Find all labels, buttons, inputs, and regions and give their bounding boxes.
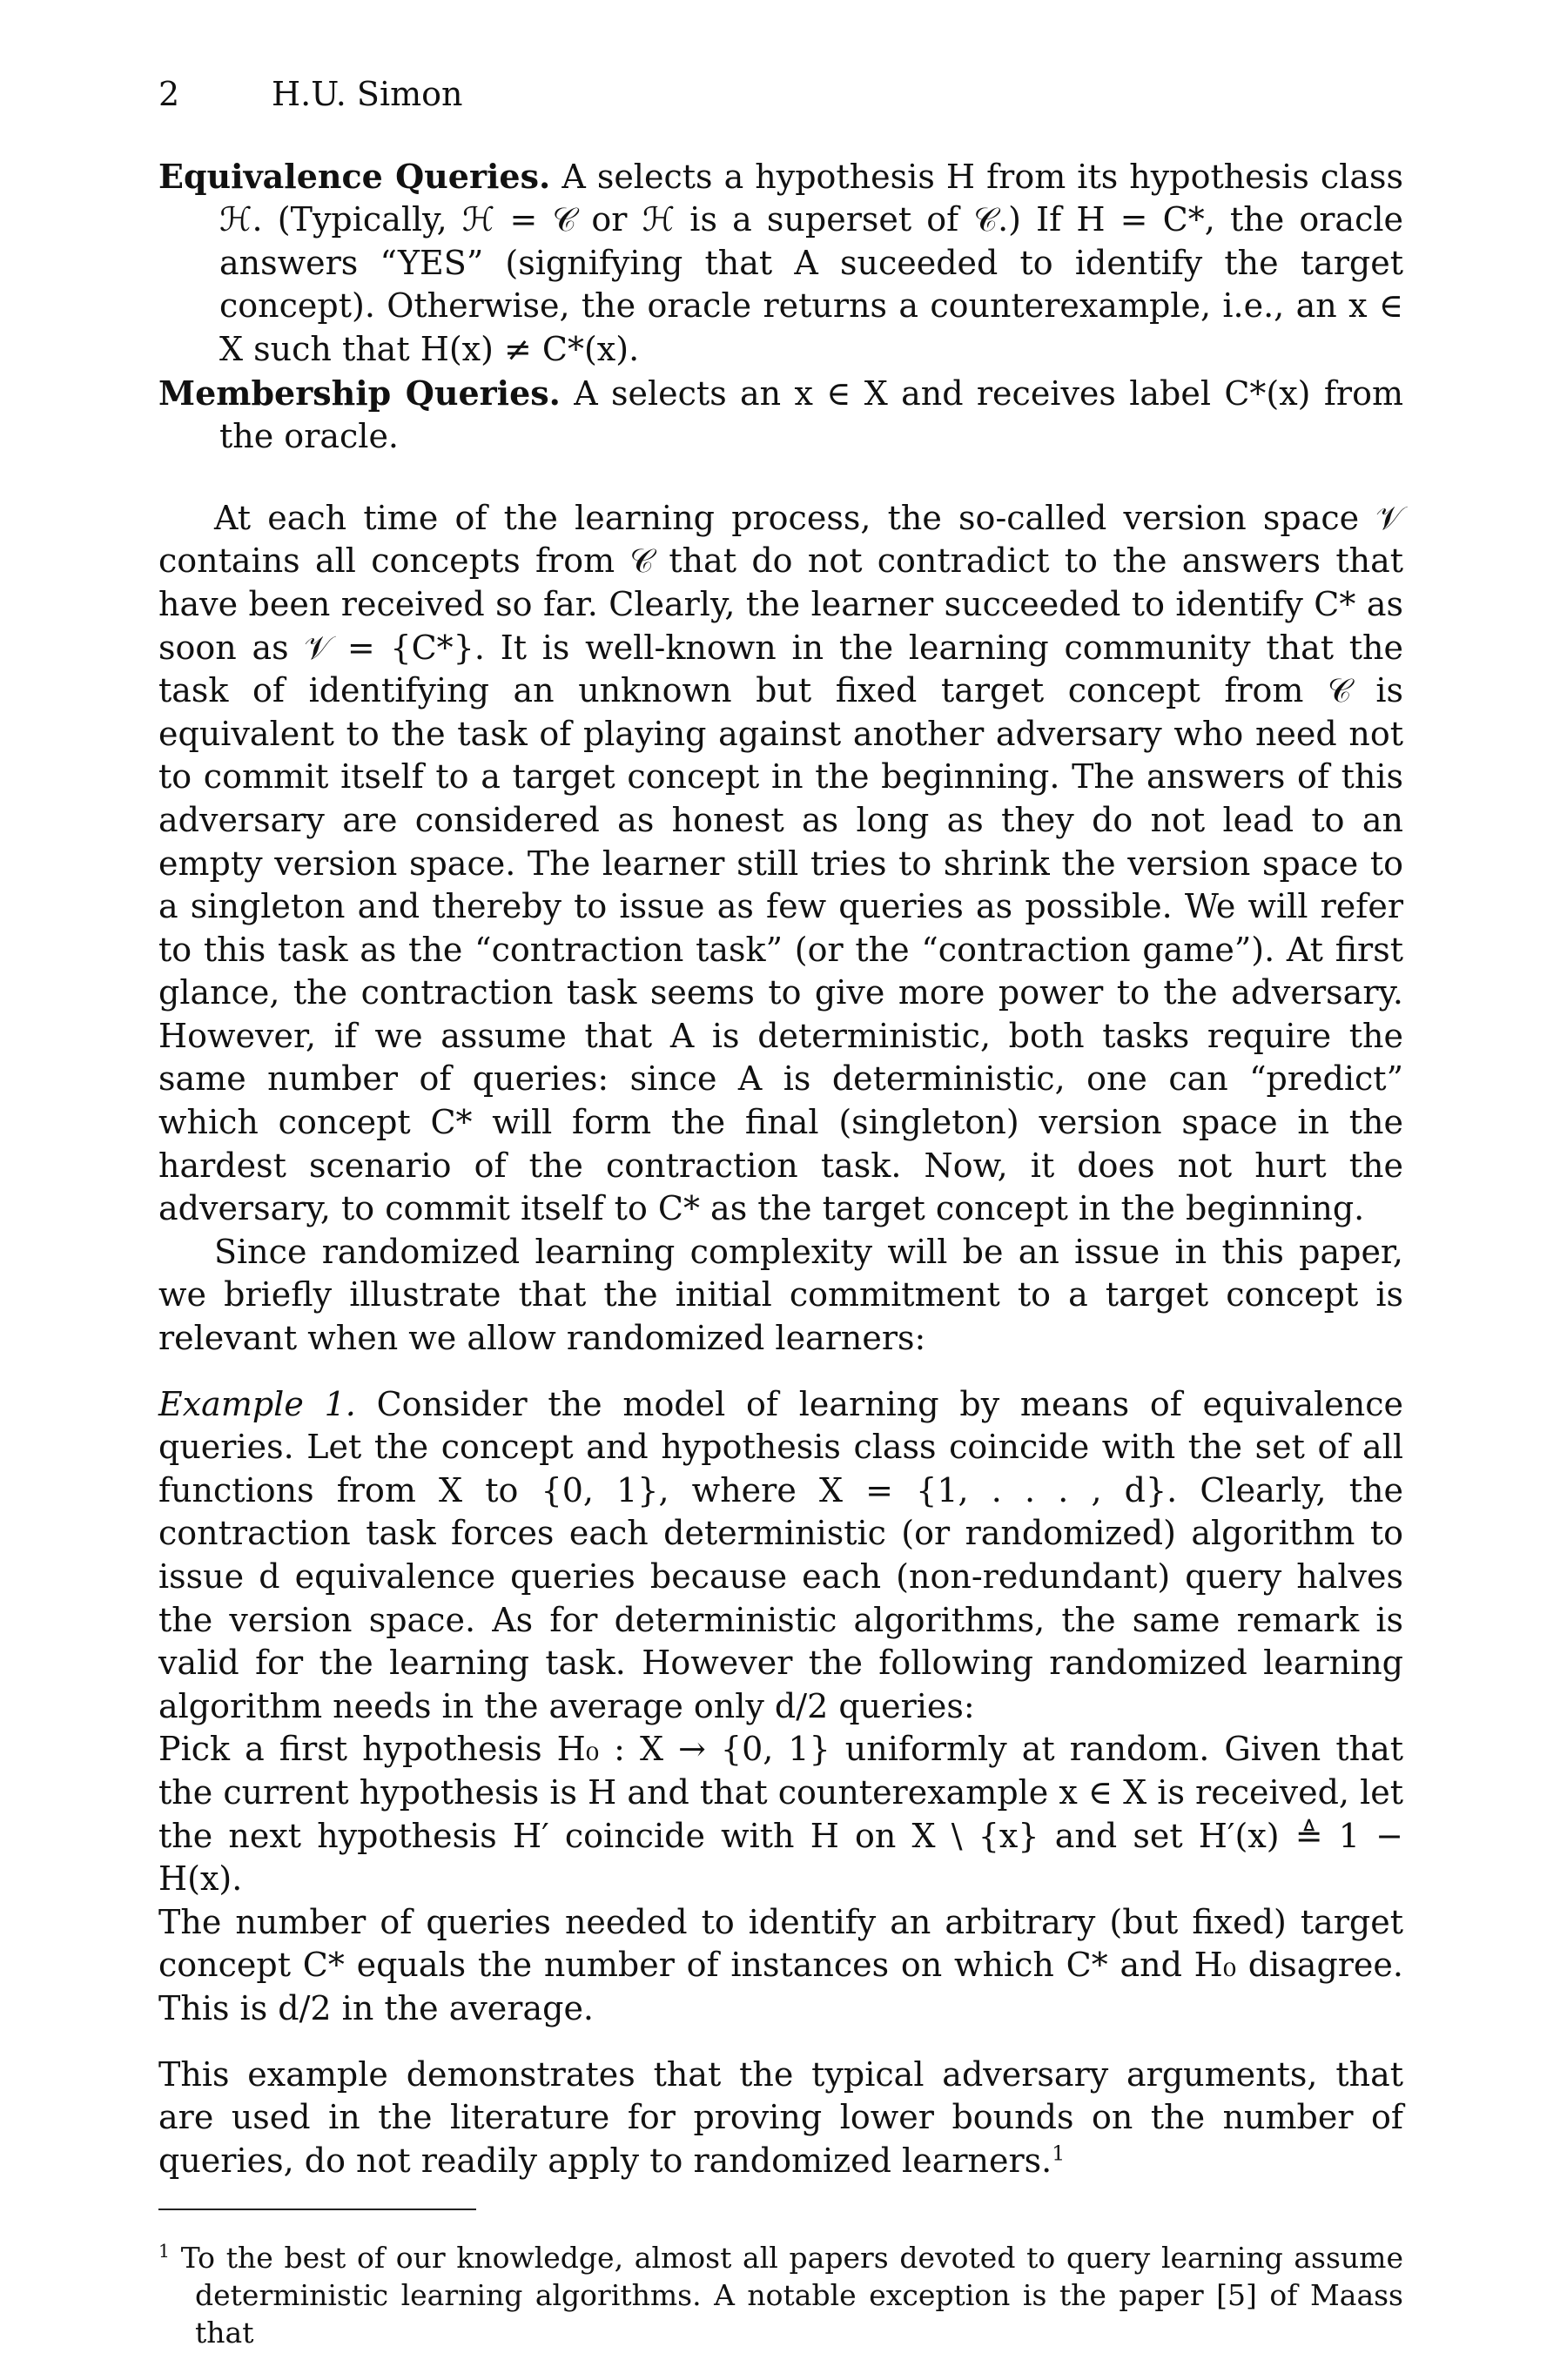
example-label: Example 1.: [158, 1384, 356, 1423]
paragraph-randomized-intro: Since randomized learning complexity will be an issue in this paper, we briefly illustrate that the initial commitment to a target concept is relevant when we allow randomized learners:: [158, 1232, 1403, 1358]
example-text: Consider the model of learning by means of equivalence queries. Let the concept and hypothesis class coincide with the set of all functions from X to {0, 1}, where X = {1, . . . , d}. Clearly, the contraction task forces each deterministic (or randomized) algorithm to issue d equivalence queries because each (non-redundant) query halves the version space. As for deterministic algorithms, the same remark is valid for the learning task. However the following randomized learning algorithm needs in the average only d/2 queries:: [158, 1384, 1403, 1725]
footnote-divider: [158, 2209, 476, 2210]
running-header: [158, 73, 1403, 117]
paragraph-version-space: At each time of the learning process, the so-called version space 𝒱 contains all concepts from 𝒞 that do not contradict to the answers that have been received so far. Clearly, the learner succeeded to identify C* as soon as 𝒱 = {C*}. It is well-known in the learning community that the task of identifying an unknown but fixed target concept from 𝒞 is equivalent to the task of playing against another adversary who need not to commit itself to a target concept in the beginning. The answers of this adversary are considered as honest as long as they do not lead to an empty version space. The learner still tries to shrink the version space to a singleton and thereby to issue as few queries as possible. We will refer to this task as the “contraction task” (or the “contraction game”). At first glance, the contraction task seems to give more power to the adversary. However, if we assume that A is deterministic, both tasks require the same number of queries: since A is deterministic, one can “predict” which concept C* will form the final (singleton) version space in the hardest scenario of the contraction task. Now, it does not hurt the adversary, to commit itself to C* as the target concept in the beginning.: [158, 498, 1403, 1228]
paragraph-closing: [158, 2054, 1403, 2183]
example-conclusion: The number of queries needed to identify an arbitrary (but fixed) target concept C* equals the number of instances on which C* and H₀ disagree. This is d/2 in the average.: [158, 1902, 1403, 2027]
running-title: H.U. Simon: [272, 75, 463, 113]
page-number: 2: [158, 75, 180, 113]
paper-page: [158, 73, 1403, 2380]
footnote-text: To the best of our knowledge, almost all papers devoted to query learning assume deterministic learning algorithms. A notable exception is the paper [5] of Maass that: [180, 2241, 1404, 2350]
footnote-reference[interactable]: 1: [1052, 2141, 1066, 2166]
closing-text: This example demonstrates that the typical adversary arguments, that are used in the literature for proving lower bounds on the number of queries, do not readily apply to randomized learners.: [158, 2054, 1403, 2180]
example-algorithm: Pick a first hypothesis H₀ : X → {0, 1} uniformly at random. Given that the current hypothesis is H and that counterexample x ∈ X is received, let the next hypothesis H′ coincide with H on X \ {x} and set H′(x) ≜ 1 − H(x).: [158, 1730, 1403, 1899]
definition-text: A selects a hypothesis H from its hypothesis class ℋ. (Typically, ℋ = 𝒞 or ℋ is a superset of 𝒞.) If H = C*, the oracle answers “YES” (signifying that A suceeded to identify the target concept). Otherwise, the oracle returns a counterexample, i.e., an x ∈ X such that H(x) ≠ C*(x).: [219, 157, 1403, 368]
definition-equivalence-queries: [158, 155, 1403, 372]
definition-text: A selects an x ∈ X and receives label C*(x) from the oracle.: [219, 373, 1403, 456]
example-1: [158, 1383, 1403, 1729]
definition-membership-queries: [158, 372, 1403, 459]
definition-term: Equivalence Queries.: [158, 156, 551, 196]
footnote: [158, 2239, 1403, 2351]
definition-term: Membership Queries.: [158, 373, 561, 413]
footnote-mark: 1: [158, 2241, 171, 2262]
